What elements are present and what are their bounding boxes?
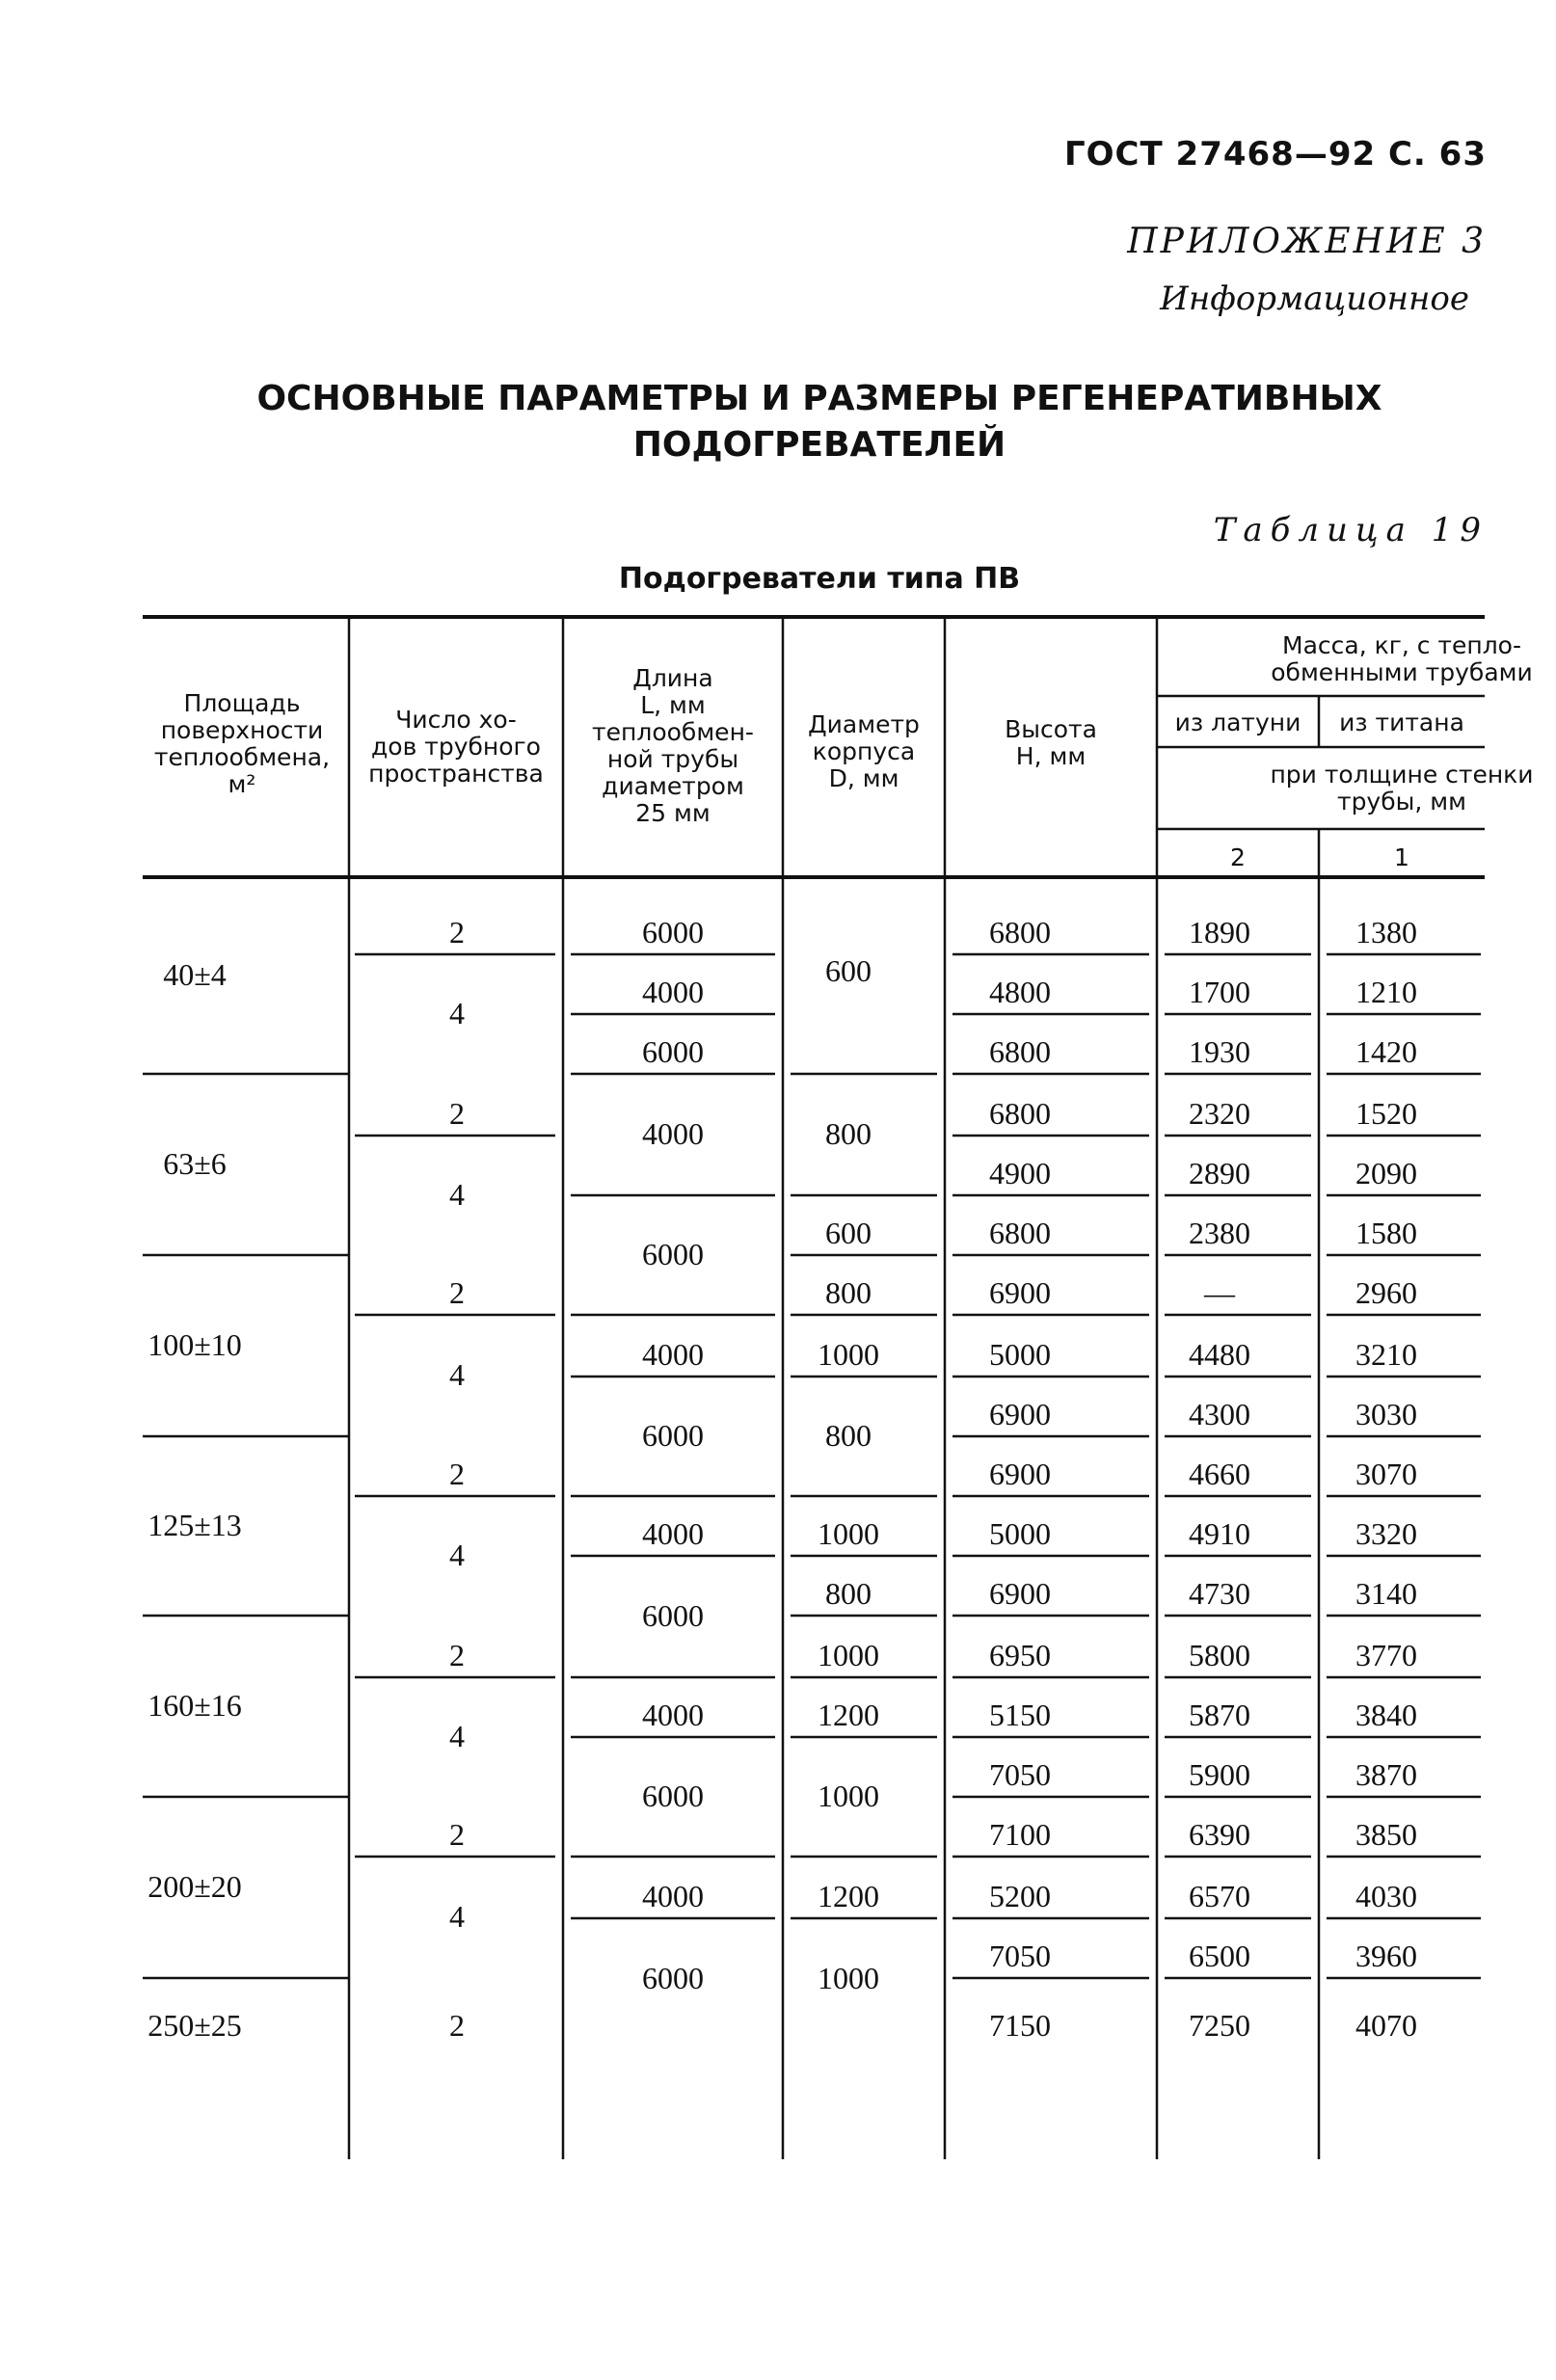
header-length: L, мм (640, 691, 706, 719)
header-passes: Число хо- (395, 706, 517, 734)
length-value: 6000 (642, 1961, 704, 1995)
mass-brass-value: 4730 (1189, 1576, 1250, 1611)
mass-titanium-value: 1210 (1355, 975, 1417, 1009)
header-passes: пространства (368, 760, 544, 788)
diameter-value: 1200 (818, 1698, 879, 1732)
height-value: 6800 (989, 1216, 1051, 1250)
header-area: поверхности (160, 716, 324, 744)
table-subtitle: Подогреватели типа ПВ (618, 562, 1021, 596)
passes-value: 4 (449, 1357, 465, 1392)
header-wall: при толщине стенки (1270, 761, 1534, 789)
mass-brass-value: 4480 (1189, 1337, 1250, 1372)
mass-titanium-value: 3960 (1355, 1939, 1417, 1973)
diameter-value: 600 (825, 953, 872, 988)
mass-brass-value: 2890 (1189, 1156, 1250, 1190)
diameter-value: 600 (825, 1216, 872, 1250)
mass-brass-value: 6570 (1189, 1879, 1250, 1913)
mass-titanium-value: 3870 (1355, 1757, 1417, 1792)
height-value: 5000 (989, 1516, 1051, 1551)
height-value: 4800 (989, 975, 1051, 1009)
table-label: Таблица 19 (1213, 511, 1489, 549)
doc-header: ГОСТ 27468—92 С. 63 (1063, 135, 1487, 174)
area-value: 125±13 (148, 1508, 242, 1542)
mass-brass-value: 2320 (1189, 1096, 1250, 1131)
header-diameter: корпуса (812, 737, 916, 765)
header-area: м² (228, 770, 256, 798)
diameter-value: 800 (825, 1576, 872, 1611)
height-value: 6900 (989, 1397, 1051, 1431)
appendix-label: ПРИЛОЖЕНИЕ 3 (1127, 222, 1487, 261)
diameter-value: 1000 (818, 1961, 879, 1995)
passes-value: 4 (449, 1177, 465, 1212)
height-value: 7150 (989, 2008, 1051, 2043)
header-height: H, мм (1015, 742, 1087, 770)
passes-value: 4 (449, 1719, 465, 1753)
passes-value: 2 (449, 1275, 465, 1310)
passes-value: 2 (449, 1817, 465, 1852)
height-value: 5200 (989, 1879, 1051, 1913)
table-grid (143, 617, 1485, 2159)
header-titanium: из титана (1339, 709, 1464, 736)
diameter-value: 1000 (818, 1638, 879, 1672)
mass-titanium-value: 3030 (1355, 1397, 1417, 1431)
passes-value: 2 (449, 2008, 465, 2043)
height-value: 4900 (989, 1156, 1051, 1190)
height-value: 6950 (989, 1638, 1051, 1672)
diameter-value: 800 (825, 1418, 872, 1453)
title-line-2: ПОДОГРЕВАТЕЛЕЙ (632, 425, 1006, 465)
height-value: 7100 (989, 1817, 1051, 1852)
mass-titanium-value: 3070 (1355, 1457, 1417, 1491)
header-diameter: Диаметр (808, 710, 920, 738)
mass-brass-value: 1890 (1189, 915, 1250, 949)
mass-brass-value: 2380 (1189, 1216, 1250, 1250)
mass-brass-value: 5870 (1189, 1698, 1250, 1732)
length-value: 4000 (642, 1698, 704, 1732)
mass-titanium-value: 2090 (1355, 1156, 1417, 1190)
header-length: ной трубы (606, 745, 739, 773)
diameter-value: 1000 (818, 1778, 879, 1813)
area-value: 200±20 (148, 1869, 242, 1904)
area-value: 100±10 (148, 1327, 242, 1362)
header-mass: обменными трубами (1271, 658, 1533, 686)
height-value: 7050 (989, 1939, 1051, 1973)
header-wall-brass: 2 (1230, 843, 1246, 871)
height-value: 7050 (989, 1757, 1051, 1792)
header-area: теплообмена, (153, 743, 331, 771)
header-length: теплообмен- (592, 718, 754, 746)
mass-brass-value: 6390 (1189, 1817, 1250, 1852)
length-value: 6000 (642, 1237, 704, 1271)
diameter-value: 1000 (818, 1337, 879, 1372)
diameter-value: 800 (825, 1116, 872, 1151)
mass-titanium-value: 3140 (1355, 1576, 1417, 1611)
height-value: 5150 (989, 1698, 1051, 1732)
height-value: 6900 (989, 1576, 1051, 1611)
header-length: 25 мм (635, 799, 711, 827)
header-length: Длина (632, 664, 713, 692)
passes-value: 2 (449, 1638, 465, 1672)
mass-titanium-value: 1580 (1355, 1216, 1417, 1250)
mass-titanium-value: 3210 (1355, 1337, 1417, 1372)
header-diameter: D, мм (828, 764, 899, 792)
length-value: 4000 (642, 1337, 704, 1372)
area-value: 40±4 (163, 957, 227, 992)
mass-brass-value: 1930 (1189, 1034, 1250, 1069)
header-wall-titanium: 1 (1394, 843, 1409, 871)
table-cells (148, 631, 1533, 2043)
header-area: Площадь (183, 689, 301, 717)
passes-value: 4 (449, 996, 465, 1030)
header-wall: трубы, мм (1337, 788, 1466, 816)
title-line-1: ОСНОВНЫЕ ПАРАМЕТРЫ И РАЗМЕРЫ РЕГЕНЕРАТИВНЫХ (256, 379, 1382, 418)
area-value: 160±16 (148, 1688, 242, 1723)
height-value: 6900 (989, 1457, 1051, 1491)
passes-value: 4 (449, 1899, 465, 1934)
length-value: 6000 (642, 1778, 704, 1813)
length-value: 4000 (642, 1879, 704, 1913)
passes-value: 2 (449, 1457, 465, 1491)
passes-value: 2 (449, 1096, 465, 1131)
height-value: 5000 (989, 1337, 1051, 1372)
mass-titanium-value: 1520 (1355, 1096, 1417, 1131)
length-value: 4000 (642, 1516, 704, 1551)
length-value: 6000 (642, 915, 704, 949)
mass-titanium-value: 4030 (1355, 1879, 1417, 1913)
mass-brass-value: 7250 (1189, 2008, 1250, 2043)
area-value: 63±6 (163, 1146, 227, 1181)
mass-brass-value: — (1204, 1275, 1235, 1310)
diameter-value: 1200 (818, 1879, 879, 1913)
mass-titanium-value: 3320 (1355, 1516, 1417, 1551)
mass-titanium-value: 2960 (1355, 1275, 1417, 1310)
area-value: 250±25 (148, 2008, 242, 2043)
mass-brass-value: 4660 (1189, 1457, 1250, 1491)
mass-titanium-value: 3850 (1355, 1817, 1417, 1852)
length-value: 6000 (642, 1418, 704, 1453)
mass-brass-value: 4910 (1189, 1516, 1250, 1551)
height-value: 6800 (989, 1096, 1051, 1131)
height-value: 6800 (989, 915, 1051, 949)
length-value: 6000 (642, 1034, 704, 1069)
appendix-type: Информационное (1160, 280, 1469, 318)
length-value: 4000 (642, 1116, 704, 1151)
mass-titanium-value: 3840 (1355, 1698, 1417, 1732)
height-value: 6900 (989, 1275, 1051, 1310)
header-length: диаметром (602, 772, 744, 800)
mass-brass-value: 5800 (1189, 1638, 1250, 1672)
mass-brass-value: 6500 (1189, 1939, 1250, 1973)
length-value: 4000 (642, 975, 704, 1009)
diameter-value: 1000 (818, 1516, 879, 1551)
diameter-value: 800 (825, 1275, 872, 1310)
mass-titanium-value: 3770 (1355, 1638, 1417, 1672)
mass-brass-value: 5900 (1189, 1757, 1250, 1792)
header-mass: Масса, кг, с тепло- (1282, 631, 1521, 659)
mass-brass-value: 1700 (1189, 975, 1250, 1009)
mass-titanium-value: 1420 (1355, 1034, 1417, 1069)
header-passes: дов трубного (371, 733, 541, 761)
length-value: 6000 (642, 1598, 704, 1633)
mass-brass-value: 4300 (1189, 1397, 1250, 1431)
header-height: Высота (1005, 715, 1097, 743)
height-value: 6800 (989, 1034, 1051, 1069)
header-brass: из латуни (1174, 709, 1301, 736)
passes-value: 2 (449, 915, 465, 949)
mass-titanium-value: 1380 (1355, 915, 1417, 949)
mass-titanium-value: 4070 (1355, 2008, 1417, 2043)
passes-value: 4 (449, 1538, 465, 1572)
